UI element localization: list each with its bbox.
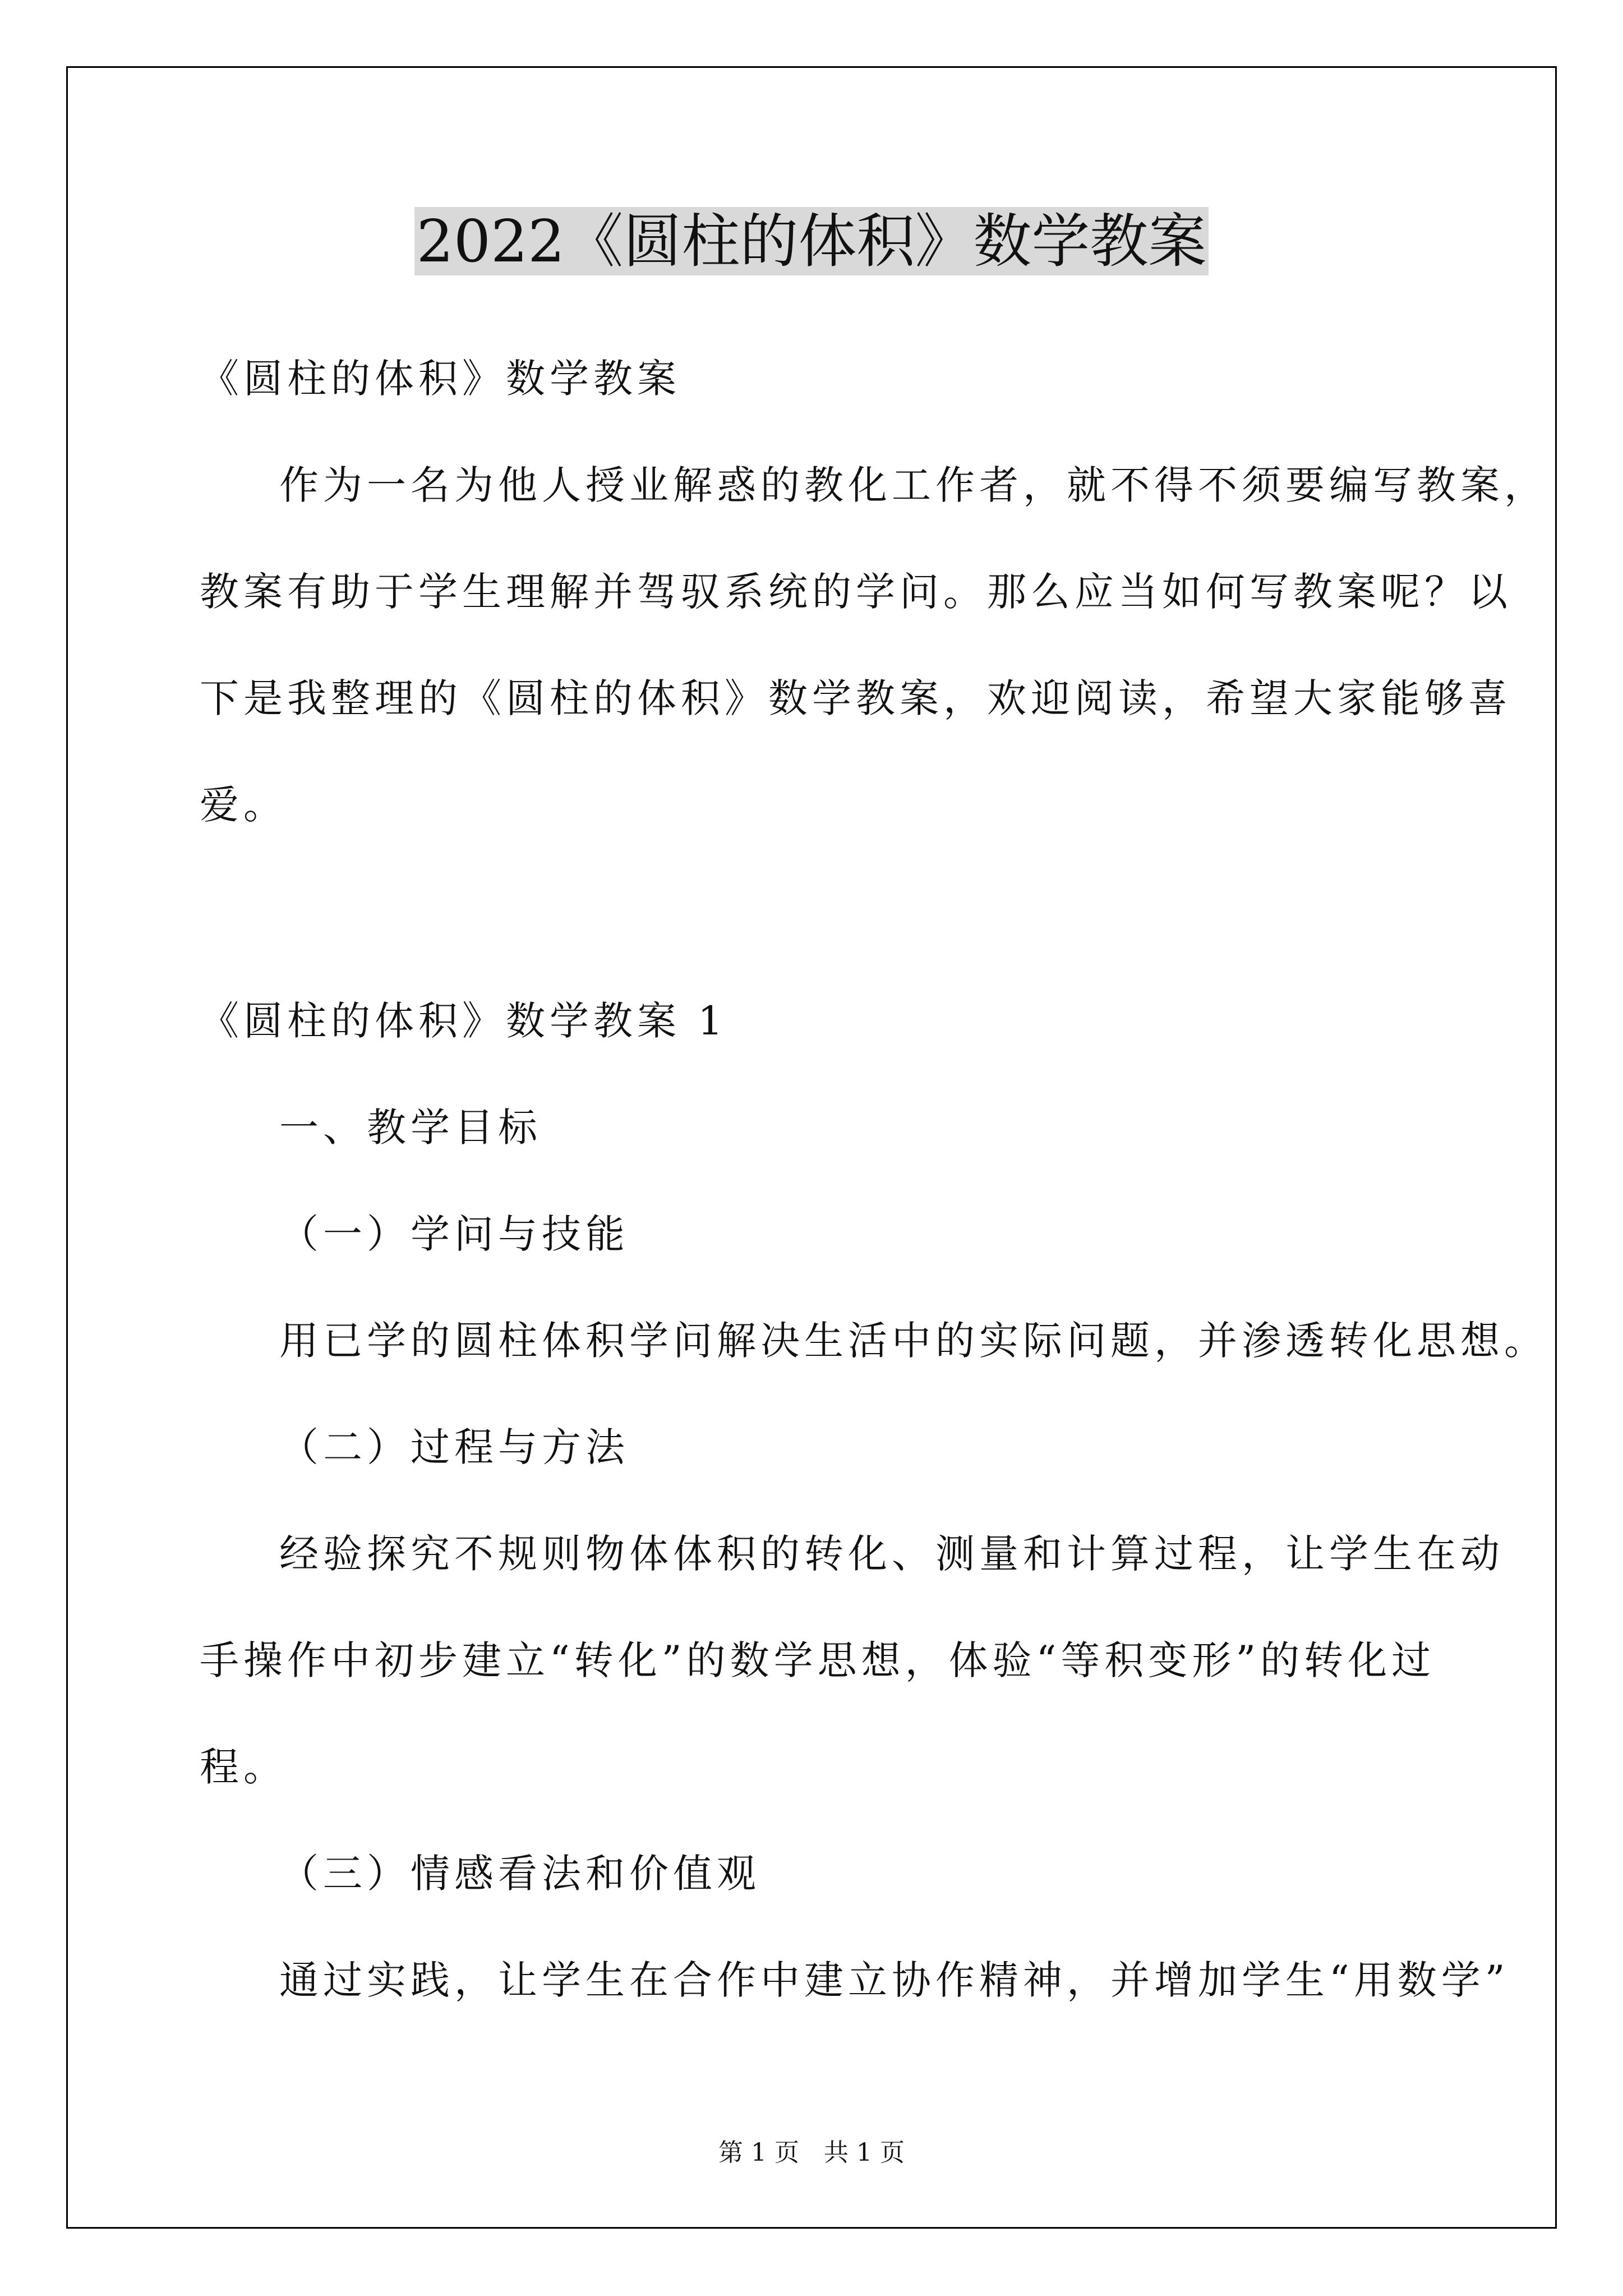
sub2-line-1: 经验探究不规则物体体积的转化、测量和计算过程，让学生在动 [279, 1531, 1504, 1577]
sub1-heading: （一）学问与技能 [279, 1211, 629, 1257]
intro-line-1: 作为一名为他人授业解惑的教化工作者，就不得不须要编写教案， [279, 462, 1548, 508]
sub2-line-3: 程。 [200, 1744, 287, 1790]
goal-heading: 一、教学目标 [279, 1105, 542, 1151]
title-text: 2022《圆柱的体积》数学教案 [414, 207, 1209, 275]
sub3-text: 通过实践，让学生在合作中建立协作精神，并增加学生“用数学” [279, 1957, 1510, 2003]
section-heading: 《圆柱的体积》数学教案 1 [200, 998, 727, 1044]
sub2-line-2: 手操作中初步建立“转化”的数学思想，体验“等积变形”的转化过 [200, 1637, 1436, 1683]
subtitle: 《圆柱的体积》数学教案 [200, 356, 681, 402]
sub1-text: 用已学的圆柱体积学问解决生活中的实际问题，并渗透转化思想。 [279, 1318, 1548, 1364]
sub2-heading: （二）过程与方法 [279, 1424, 629, 1470]
intro-line-4: 爱。 [200, 782, 287, 828]
page-footer: 第 1 页 共 1 页 [718, 2138, 905, 2167]
intro-line-3: 下是我整理的《圆柱的体积》数学教案，欢迎阅读，希望大家能够喜 [200, 675, 1512, 721]
document-title [0, 202, 1623, 280]
intro-line-2: 教案有助于学生理解并驾驭系统的学问。那么应当如何写教案呢？以 [200, 569, 1512, 615]
sub3-heading: （三）情感看法和价值观 [279, 1851, 760, 1897]
